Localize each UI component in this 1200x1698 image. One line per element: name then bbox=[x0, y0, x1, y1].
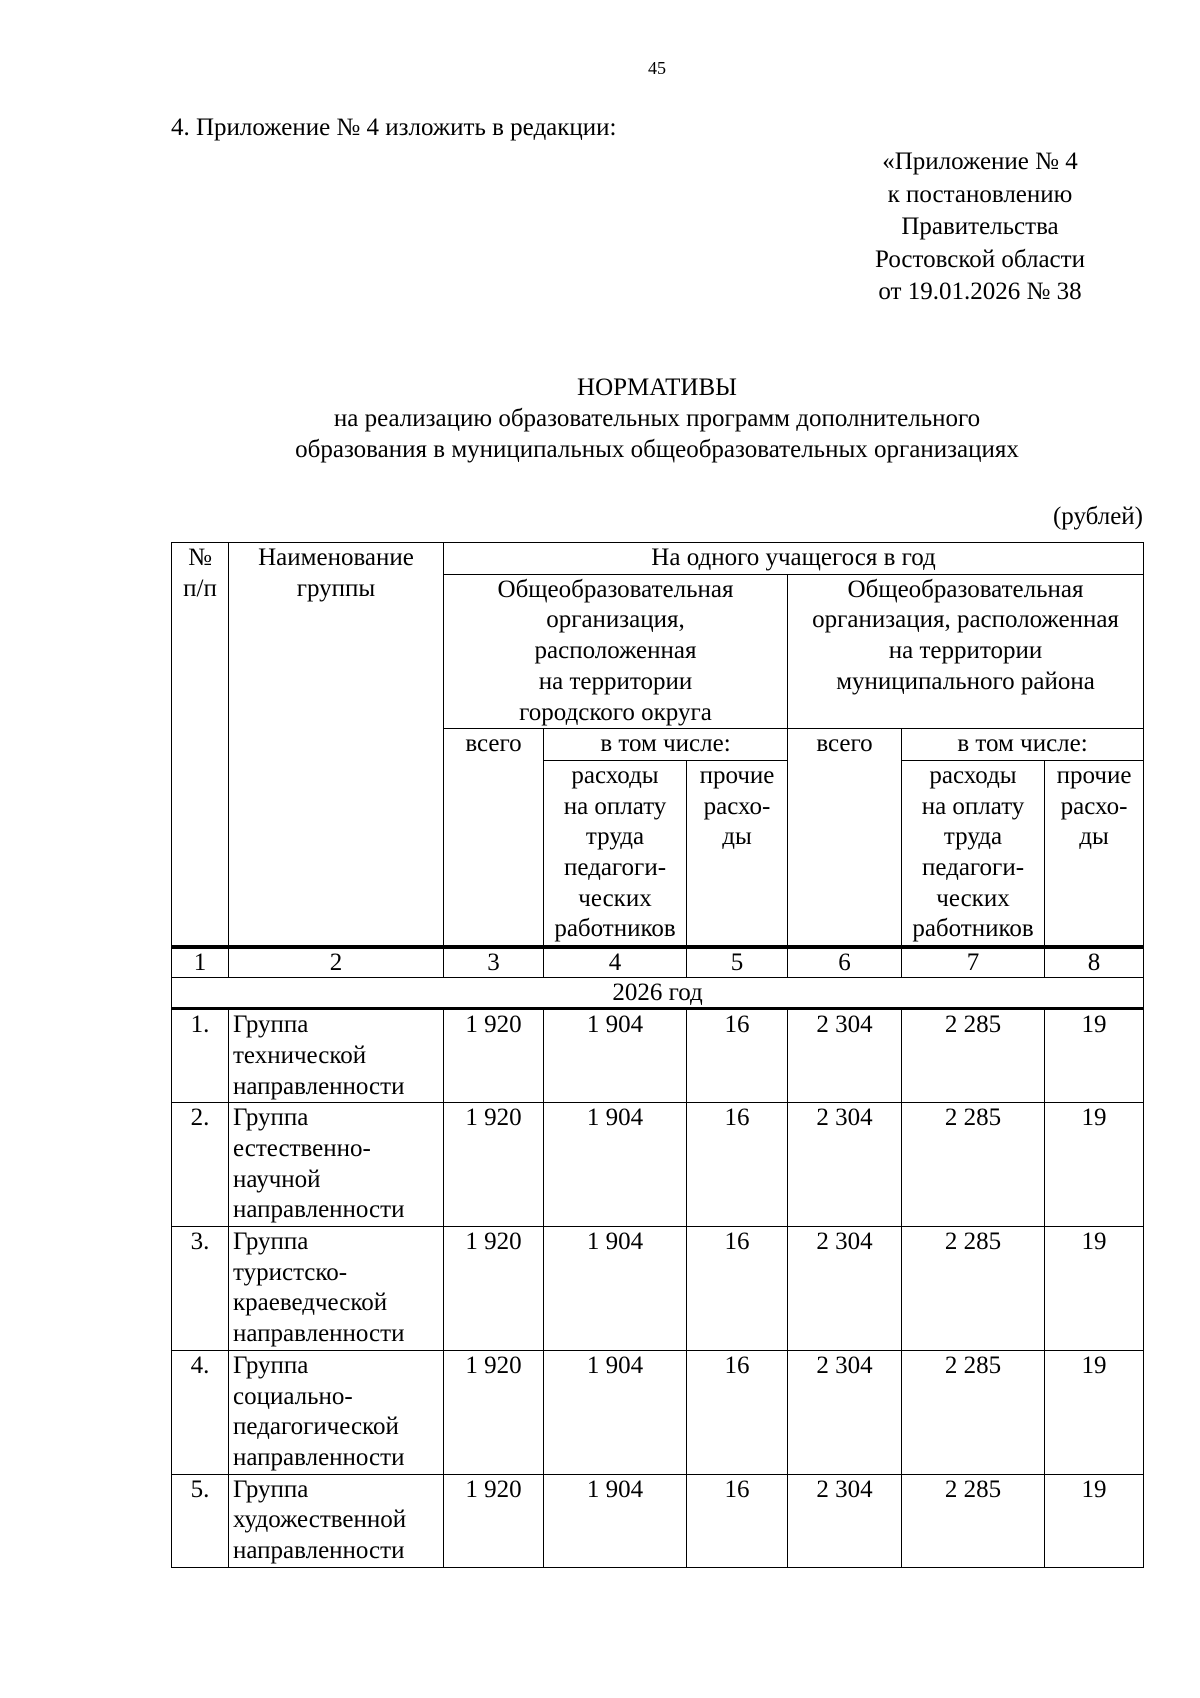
cell-teacher-salary-district: 2 285 bbox=[902, 1009, 1045, 1103]
document-subtitle-line: на реализацию образовательных программ дополнительного bbox=[333, 405, 981, 432]
table-row bbox=[172, 1474, 1144, 1567]
column-number: 1 bbox=[172, 947, 229, 978]
header-including-district: в том числе: bbox=[902, 729, 1144, 761]
header-teacher-salary-city: расходы на оплату труда педагоги- ческих работников bbox=[544, 760, 687, 947]
table-row bbox=[172, 1227, 1144, 1351]
row-number: 5. bbox=[172, 1474, 229, 1567]
cell-total-district: 2 304 bbox=[788, 1009, 902, 1103]
header-other-expenses-district: прочие расхо- ды bbox=[1045, 760, 1144, 947]
row-group-name: Группа туристско- краеведческой направленности bbox=[229, 1227, 444, 1351]
cell-total-district: 2 304 bbox=[788, 1350, 902, 1474]
cell-teacher-salary-city: 1 904 bbox=[544, 1474, 687, 1567]
header-total-district: всего bbox=[788, 729, 902, 947]
cell-total-city: 1 920 bbox=[444, 1227, 544, 1351]
cell-teacher-salary-city: 1 904 bbox=[544, 1009, 687, 1103]
column-number: 4 bbox=[544, 947, 687, 978]
cell-other-expenses-district: 19 bbox=[1045, 1474, 1144, 1567]
column-number-row bbox=[172, 947, 1144, 978]
row-group-name: Группа художественной направленности bbox=[229, 1474, 444, 1567]
cell-teacher-salary-district: 2 285 bbox=[902, 1350, 1045, 1474]
header-per-student: На одного учащегося в год bbox=[444, 543, 1144, 575]
cell-total-city: 1 920 bbox=[444, 1350, 544, 1474]
units-label: (рублей) bbox=[1052, 503, 1143, 530]
cell-other-expenses-district: 19 bbox=[1045, 1227, 1144, 1351]
cell-teacher-salary-district: 2 285 bbox=[902, 1474, 1045, 1567]
cell-other-expenses-district: 19 bbox=[1045, 1009, 1144, 1103]
cell-other-expenses-district: 19 bbox=[1045, 1103, 1144, 1227]
header-total-city: всего bbox=[444, 729, 544, 947]
header-teacher-salary-district: расходы на оплату труда педагоги- ческих работников bbox=[902, 760, 1045, 947]
appendix-ref-line: Правительства bbox=[901, 213, 1059, 240]
appendix-ref-date: от 19.01.2026 № 38 bbox=[878, 278, 1082, 305]
header-including-city: в том числе: bbox=[544, 729, 788, 761]
column-number: 6 bbox=[788, 947, 902, 978]
cell-total-city: 1 920 bbox=[444, 1474, 544, 1567]
cell-other-expenses-city: 16 bbox=[687, 1474, 788, 1567]
cell-teacher-salary-city: 1 904 bbox=[544, 1227, 687, 1351]
document-subtitle-line: образования в муниципальных общеобразовательных организациях bbox=[295, 436, 1019, 463]
header-number: № п/п bbox=[172, 543, 229, 948]
cell-teacher-salary-city: 1 904 bbox=[544, 1350, 687, 1474]
cell-total-district: 2 304 bbox=[788, 1474, 902, 1567]
cell-other-expenses-city: 16 bbox=[687, 1103, 788, 1227]
cell-total-city: 1 920 bbox=[444, 1103, 544, 1227]
appendix-ref-line: Ростовской области bbox=[875, 245, 1085, 273]
header-city-organization: Общеобразовательная организация, расположенная на территории городского округа bbox=[444, 574, 788, 729]
header-other-expenses-city: прочие расхо- ды bbox=[687, 760, 788, 947]
page-number: 45 bbox=[648, 58, 666, 78]
cell-other-expenses-city: 16 bbox=[687, 1227, 788, 1351]
cell-teacher-salary-district: 2 285 bbox=[902, 1227, 1045, 1351]
row-number: 4. bbox=[172, 1350, 229, 1474]
table-row bbox=[172, 1009, 1144, 1103]
amendment-intro: 4. Приложение № 4 изложить в редакции: bbox=[171, 114, 617, 141]
appendix-reference bbox=[830, 146, 1130, 309]
row-number: 2. bbox=[172, 1103, 229, 1227]
cell-teacher-salary-city: 1 904 bbox=[544, 1103, 687, 1227]
column-number: 8 bbox=[1045, 947, 1144, 978]
row-group-name: Группа социально- педагогической направленности bbox=[229, 1350, 444, 1474]
cell-total-district: 2 304 bbox=[788, 1103, 902, 1227]
cell-other-expenses-city: 16 bbox=[687, 1350, 788, 1474]
column-number: 2 bbox=[229, 947, 444, 978]
cell-teacher-salary-district: 2 285 bbox=[902, 1103, 1045, 1227]
row-number: 1. bbox=[172, 1009, 229, 1103]
table-row bbox=[172, 1103, 1144, 1227]
header-district-organization: Общеобразовательная организация, расположенная на территории муниципального района bbox=[788, 574, 1144, 729]
appendix-ref-line: «Приложение № 4 bbox=[882, 148, 1078, 175]
document-heading: НОРМАТИВЫ bbox=[577, 374, 737, 401]
column-number: 5 bbox=[687, 947, 788, 978]
column-number: 7 bbox=[902, 947, 1045, 978]
row-number: 3. bbox=[172, 1227, 229, 1351]
row-group-name: Группа естественно- научной направленности bbox=[229, 1103, 444, 1227]
cell-total-city: 1 920 bbox=[444, 1009, 544, 1103]
header-row bbox=[172, 543, 1144, 575]
row-group-name: Группа технической направленности bbox=[229, 1009, 444, 1103]
header-group-name: Наименование группы bbox=[229, 543, 444, 948]
cell-other-expenses-district: 19 bbox=[1045, 1350, 1144, 1474]
appendix-ref-line: к постановлению bbox=[887, 180, 1073, 208]
year-row bbox=[172, 978, 1144, 1009]
cell-other-expenses-city: 16 bbox=[687, 1009, 788, 1103]
year-label: 2026 год bbox=[172, 978, 1144, 1009]
cell-total-district: 2 304 bbox=[788, 1227, 902, 1351]
table-row bbox=[172, 1350, 1144, 1474]
column-number: 3 bbox=[444, 947, 544, 978]
norms-table bbox=[171, 542, 1144, 1568]
document-title-block bbox=[171, 372, 1143, 465]
